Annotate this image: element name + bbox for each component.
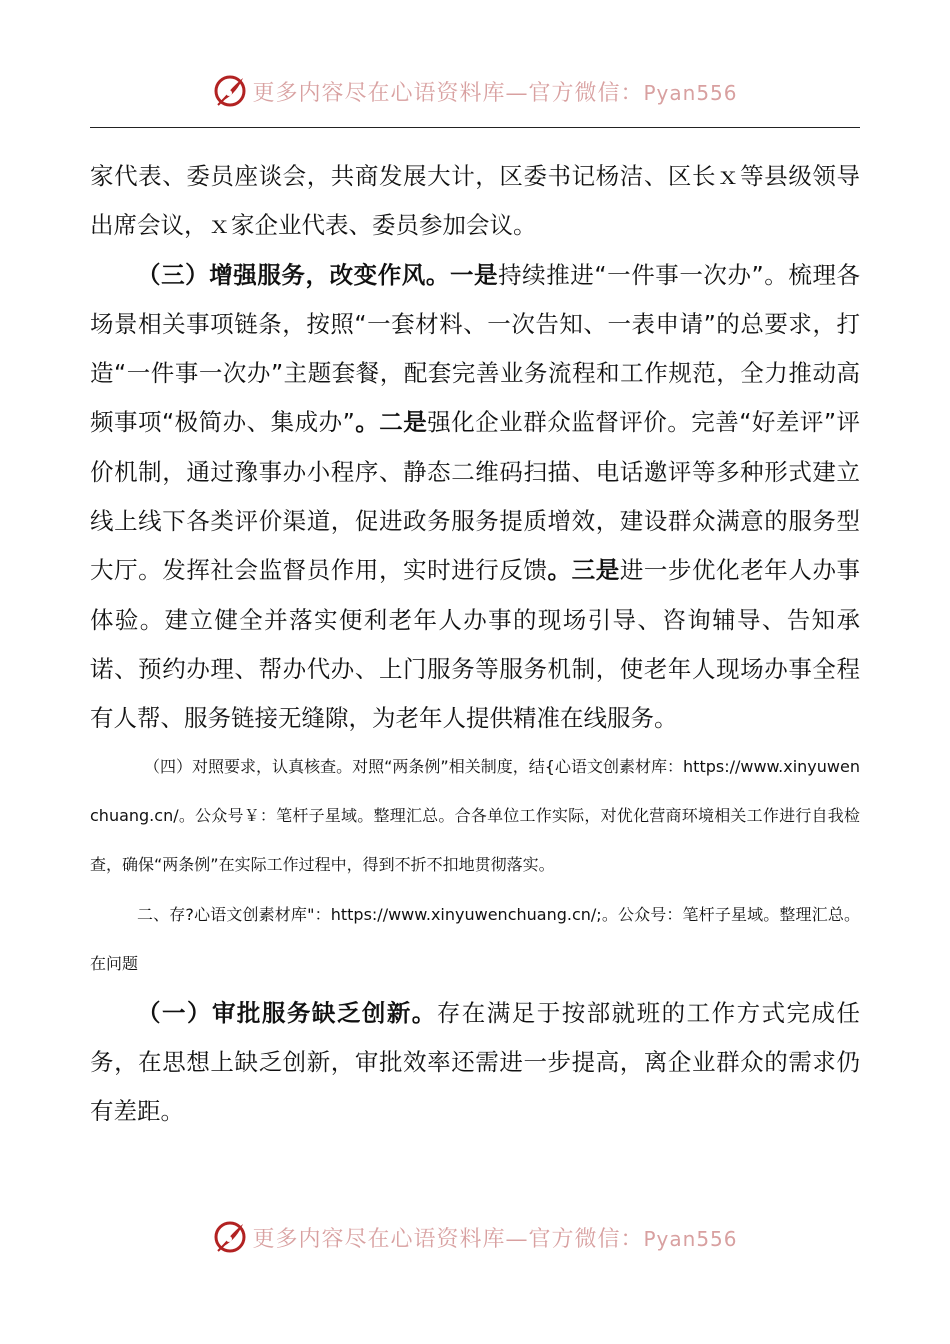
paragraph-3: （四）对照要求，认真核查。对照“两条例”相关制度，结{心语文创素材库：https://www.xinyuwenchuang.cn/。公众号￥：笔杆子星域。整理汇总。合各单位工作实际，对优化营商环境相关工作进行自我检查，确保“两条例”在实际工作过程中，得到不折不扣地贯彻落实。 [90, 756, 860, 875]
header-divider [90, 127, 860, 128]
feather-logo-icon [212, 73, 248, 109]
point-text-1: 持续推进“一件事一次办”。梳理各场景相关事项链条，按照“一套材料、一次告知、一表申请”的总要求，打造“一件事一次办”主题套餐，配套完善业务流程和工作规范，全力推动高频事项“极简办、集成办” [90, 260, 861, 437]
header-banner [0, 66, 950, 116]
footer-banner [0, 1212, 950, 1262]
point-text-2: 强化企业群众监督评价。完善“好差评”评价机制，通过豫事办小程序、静态二维码扫描、电话邀评等多种形式建立线上线下各类评价渠道，促进政务服务提质增效，建设群众满意的服务型大厅。发挥社会监督员作用，实时进行反馈 [90, 408, 861, 585]
point-label-1: 一是 [449, 260, 499, 289]
header-wechat-id: Pyan556 [643, 80, 738, 105]
section-heading-issue-1: （一）审批服务缺乏创新。 [137, 998, 437, 1027]
point-end-2: 。 [547, 556, 572, 585]
paragraph-4: 二、存?心语文创素材库"：https://www.xinyuwenchuang.cn/;。公众号：笔杆子星域。整理汇总。在问题 [90, 904, 860, 974]
footer-banner-text: 更多内容尽在心语资料库—官方微信：Pyan556 [252, 1226, 738, 1252]
paragraph-2 [90, 251, 860, 744]
feather-logo-icon [212, 1219, 248, 1255]
paragraph-1: 家代表、委员座谈会，共商发展大计，区委书记杨洁、区长ｘ等县级领导出席会议，ｘ家企业代表、委员参加会议。 [90, 162, 860, 240]
point-label-3: 三是 [571, 556, 620, 585]
document-body [90, 152, 860, 1136]
section-heading-3: （三）增强服务，改变作风。 [137, 260, 450, 289]
footer-wechat-id: Pyan556 [643, 1226, 738, 1251]
issue-text-1: 存在满足于按部就班的工作方式完成任务，在思想上缺乏创新，审批效率还需进一步提高，离企业群众的需求仍有差距。 [90, 998, 861, 1126]
paragraph-5 [90, 989, 860, 1137]
point-text-3: 进一步优化老年人办事体验。建立健全并落实便利老年人办事的现场引导、咨询辅导、告知承诺、预约办理、帮办代办、上门服务等服务机制，使老年人现场办事全程有人帮、服务链接无缝隙，为老年人提供精准在线服务。 [90, 556, 861, 733]
header-banner-text: 更多内容尽在心语资料库—官方微信：Pyan556 [252, 80, 738, 106]
point-label-2: 二是 [379, 408, 428, 437]
point-end-1: 。 [354, 408, 380, 437]
